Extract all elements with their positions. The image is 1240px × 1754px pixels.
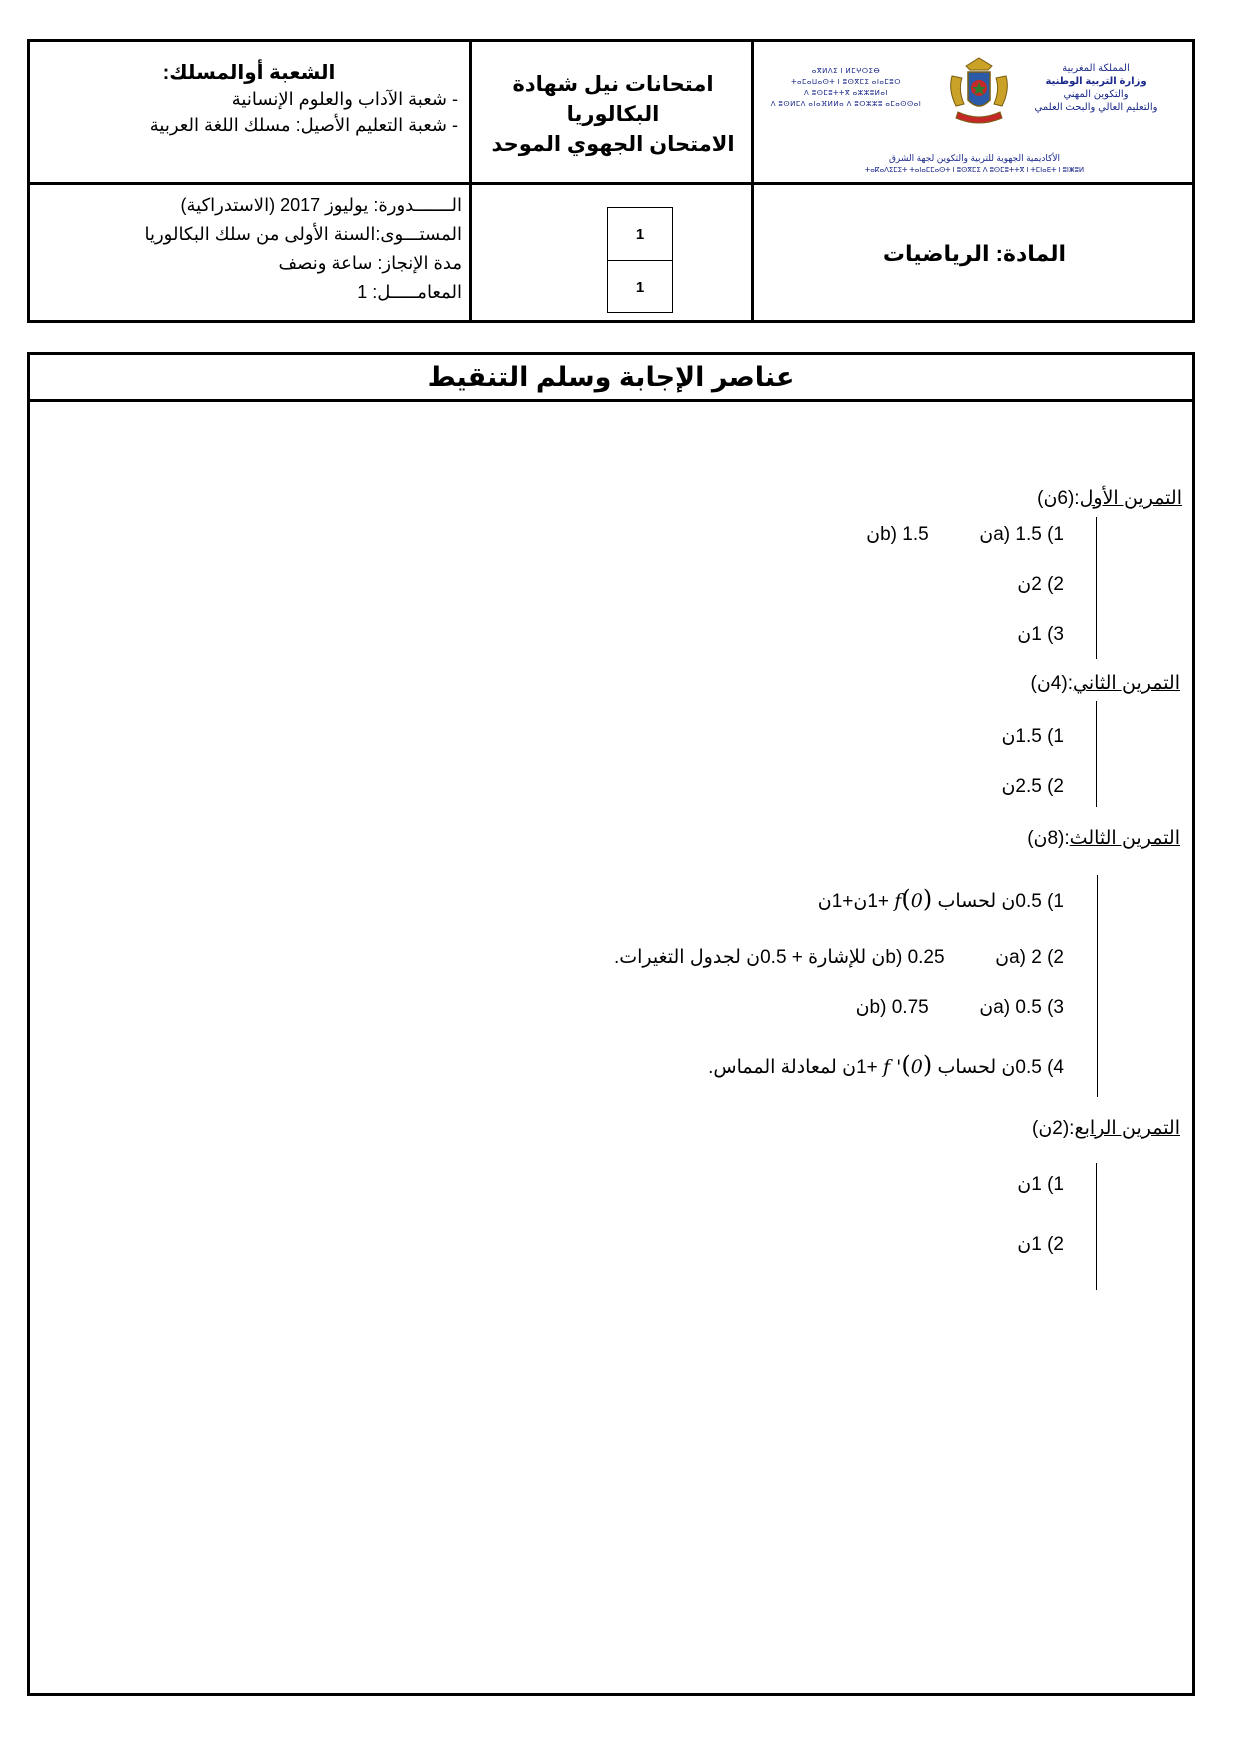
exam-title-line: امتحانات نيل شهادة [512, 73, 714, 96]
stream-line: - شعبة التعليم الأصيل: مسلك اللغة العربية [149, 115, 458, 135]
exercise-4-title: التمرين الرابع:(2ن) [1032, 1118, 1180, 1139]
math-f: f [894, 890, 902, 912]
stream-title: الشعبة أوالمسلك: [162, 62, 336, 84]
exercise-2-item-2: 2) 2.5ن [1001, 776, 1064, 797]
page-counter-box [607, 207, 673, 313]
exercise-3-title: التمرين الثالث:(8ن) [1027, 828, 1180, 849]
exam-header [27, 39, 1195, 323]
exercise-1-item-2: 2) 2ن [1017, 574, 1064, 595]
academy-name-arabic: الأكاديمية الجهوية للتربية والتكوين لجهة الشرق [888, 153, 1061, 163]
level-line: المستـــوى:السنة الأولى من سلك البكالوريا [144, 224, 462, 244]
coat-of-arms-emblem [944, 56, 1014, 134]
exam-info-block [30, 185, 472, 323]
answer-key-box [27, 352, 1195, 1696]
duration-line: مدة الإنجاز: ساعة ونصف [278, 253, 462, 273]
page-counter-block [472, 185, 754, 323]
page-number: 1 [635, 225, 645, 243]
exercise-3-bracket [1097, 875, 1098, 1097]
academy-name-tifinagh: ⵜⴰⴽⴰⴷⵉⵎⵉⵜ ⵜⴰⵏⴰⵎⵎⴰⵙⵜ ⵏ ⵓⵙⴳⵎⵉ ⴷ ⵓⵙⵎⵓⵜⵜⴳ ⵏ ⵜⵎⵏⴰⴹⵜ ⵏ ⵓⵏⵥⵓⵍ [864, 167, 1085, 174]
exercise-3-item-4: 4) 0.5ن لحساب f '(0) +1ن لمعادلة المماس. [708, 1051, 1064, 1079]
answer-key-heading: عناصر الإجابة وسلم التنقيط [30, 355, 1192, 402]
exercise-1-title: التمرين الأول:(6ن) [1037, 488, 1182, 509]
exercise-4-item-2: 2) 1ن [1017, 1234, 1064, 1255]
exercise-4-bracket [1096, 1163, 1097, 1290]
exercise-2-bracket [1096, 701, 1097, 807]
exam-title-block [472, 42, 754, 182]
exercise-2-title: التمرين الثاني:(4ن) [1030, 673, 1180, 694]
stream-block [30, 42, 472, 182]
math-f-prime: f ' [883, 1056, 902, 1078]
exam-title-line: البكالوريا [566, 103, 660, 126]
exercise-2-item-1: 1) 1.5ن [1001, 726, 1064, 747]
page-total: 1 [608, 260, 672, 313]
ministry-name-tifinagh: ⴰⴳⵍⴷⵉ ⵏ ⵍⵎⵖⵔⵉⴱ ⵜⴰⵎⴰⵡⴰⵙⵜ ⵏ ⵓⵙⴳⵎⵉ ⴰⵏⴰⵎⵓⵔ ⴷ ⵓⵙⵎⵓⵜⵜⴳ ⴰⵣⵣⵓⵍⴰⵏ ⴷ ⵓⵙⵍⵎⴷ ⴰⵏⴰⴼⵍⵍⴰ ⴷ ⵓⵔⵣⵣⵓ ⴰⵎⴰⵙⵙⴰⵏ [770, 68, 922, 108]
ministry-name-arabic: المملكة المغربية وزارة التربية الوطنية والتكوين المهني والتعليم العالي والبحث العلمي [1034, 63, 1158, 113]
exercise-3-item-1: 1) 0.5ن لحساب f(0) +1ن+1ن [817, 885, 1064, 913]
exercise-1-bracket [1096, 517, 1097, 659]
subject-label: المادة: الرياضيات [882, 241, 1067, 266]
stream-line: - شعبة الآداب والعلوم الإنسانية [231, 89, 458, 109]
exercise-1-item-1: 1) a) 1.5ن b) 1.5ن [866, 524, 1064, 545]
exam-title-line: الامتحان الجهوي الموحد [491, 133, 735, 156]
coefficient-line: المعامـــــل: 1 [357, 282, 462, 302]
subject-block [754, 185, 1195, 323]
exercise-3-item-2: 2) a) 2ن b) 0.25ن للإشارة + 0.5ن لجدول التغيرات. [613, 947, 1064, 968]
exercise-4-item-1: 1) 1ن [1017, 1174, 1064, 1195]
session-line: الـــــــدورة: يوليوز 2017 (الاستدراكية) [180, 195, 462, 215]
exercise-1-item-3: 3) 1ن [1017, 624, 1064, 645]
ministry-logo-block [754, 42, 1195, 182]
exercise-3-item-3: 3) a) 0.5ن b) 0.75ن [855, 997, 1064, 1018]
